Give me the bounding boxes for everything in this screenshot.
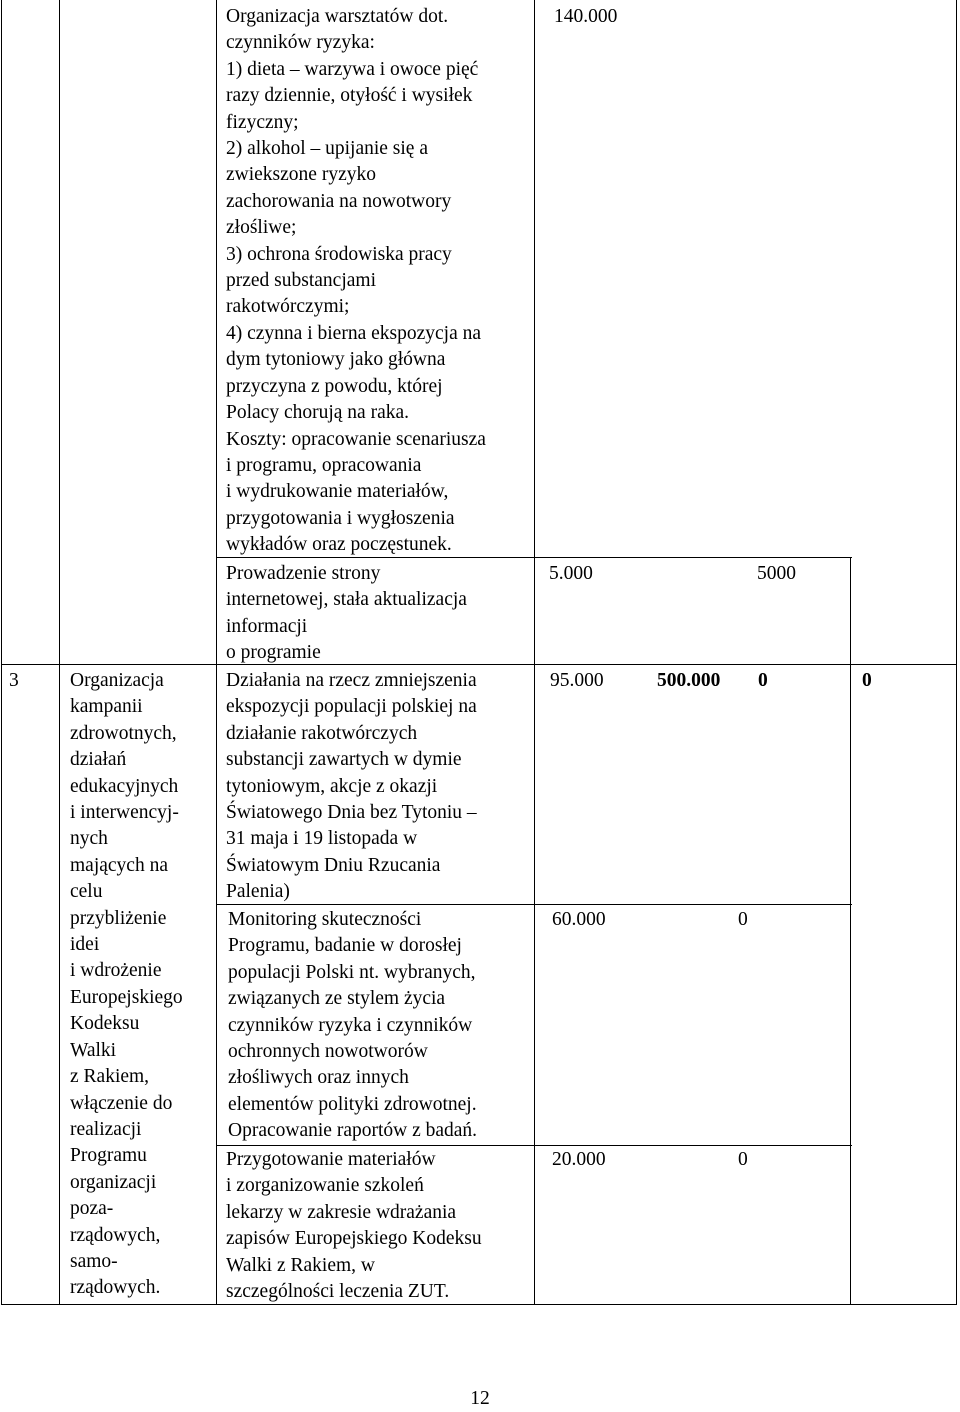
cost-value: 20.000 — [552, 1149, 606, 1170]
cost-value-total: 500.000 — [657, 670, 721, 691]
task-description-tobacco-actions: Działania na rzecz zmniejszenia ekspozycji populacji polskiej na działanie rakotwórczych substancji zawartych w dymie tytoniowym, akcje z okazji Światowego Dnia bez Tytoniu – 31 maja i 19 listopada w Światowym Dniu Rzucania Palenia) — [226, 670, 477, 903]
row-divider-section — [1, 664, 957, 665]
table-border-right — [956, 0, 957, 1305]
task-description-training: Przygotowanie materiałów i zorganizowanie szkoleń lekarzy w zakresie wdrażania zapisów Europejskiego Kodeksu Walki z Rakiem, w szczególności leczenia ZUT. — [226, 1149, 482, 1303]
column-divider-2 — [216, 0, 217, 1305]
cost-value: 0 — [738, 1149, 748, 1170]
task-description-website: Prowadzenie strony internetowej, stała aktualizacja informacji o programie — [226, 563, 467, 664]
column-divider-4 — [850, 557, 851, 1305]
row-description: Organizacja kampanii zdrowotnych, działań edukacyjnych i interwencyj- nych mających na celu przybliżenie idei i wdrożenie Europejskiego Kodeksu Walki z Rakiem, włączenie do realizacji Programu organizacji poza- rządowych, samo- rządowych. — [70, 670, 183, 1299]
page-number: 12 — [470, 1388, 490, 1409]
row-number: 3 — [9, 670, 19, 691]
cost-value: 0 — [738, 909, 748, 930]
cost-value: 140.000 — [554, 6, 618, 27]
column-divider-3 — [534, 0, 535, 1305]
task-description-monitoring: Monitoring skuteczności Programu, badanie w dorosłej populacji Polski nt. wybranych, związanych ze stylem życia czynników ryzyka i czynników ochronnych nowotworów złośliwych oraz innych elementów polityki zdrowotnej. Opracowanie raportów z badań. — [228, 909, 478, 1142]
cost-value: 5000 — [757, 563, 796, 584]
cost-value: 0 — [862, 670, 872, 691]
task-description-workshops: Organizacja warsztatów dot. czynników ryzyka: 1) dieta – warzywa i owoce pięć razy dziennie, otyłość i wysiłek fizyczny; 2) alkohol – upijanie się a zwiekszone ryzyko zachorowania na nowotwory złośliwe; 3) ochrona środowiska pracy przed substancjami rakotwórczymi; 4) czynna i bierna ekspozycja na dym tytoniowy jako główna przyczyna z powodu, której Polacy chorują na raka. Koszty: opracowanie scenariusza i programu, opracowania i wydrukowanie materiałów, przygotowania i wygłoszenia wykładów oraz poczęstunek. — [226, 6, 486, 556]
row-divider-task-4 — [216, 1145, 852, 1146]
cost-value: 5.000 — [549, 563, 593, 584]
cost-value: 95.000 — [550, 670, 604, 691]
cost-value: 0 — [758, 670, 768, 691]
table-border-left — [1, 0, 2, 1305]
cost-value: 60.000 — [552, 909, 606, 930]
column-divider-1 — [59, 0, 60, 1305]
